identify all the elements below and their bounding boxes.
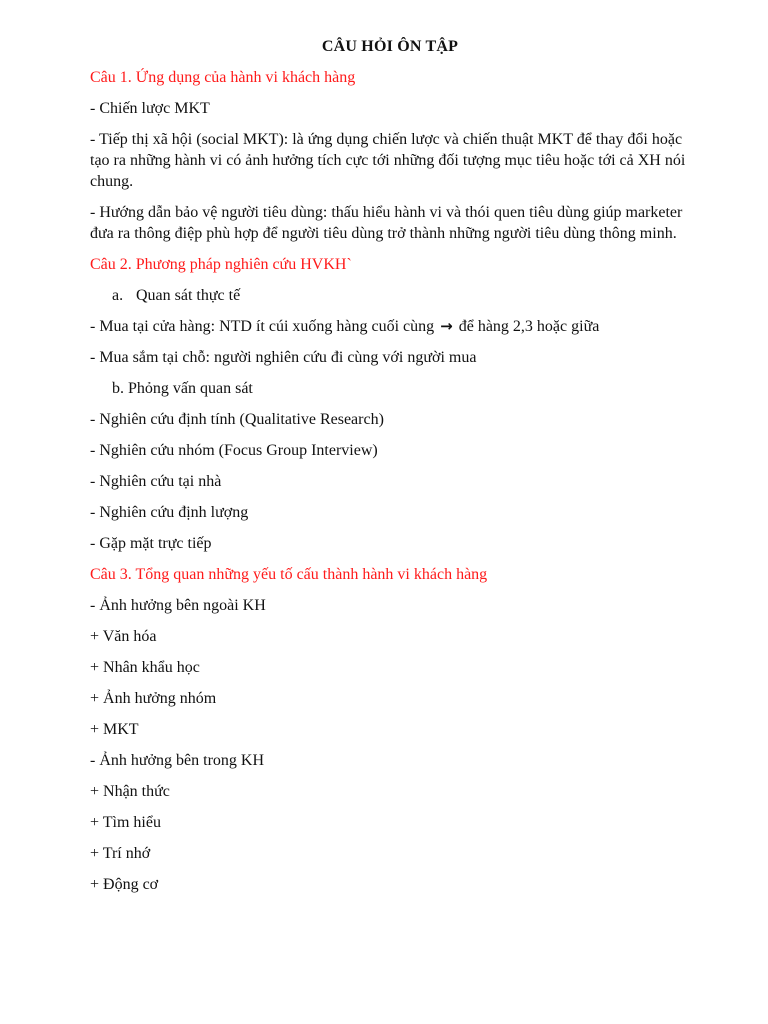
paragraph: - Mua sắm tại chỗ: người nghiên cứu đi cùng với người mua <box>90 349 477 366</box>
subsection-label: Quan sát thực tế <box>136 287 241 304</box>
paragraph: - Nghiên cứu định tính (Qualitative Research) <box>90 411 384 428</box>
question-3-heading: Câu 3. Tổng quan những yếu tố cấu thành hành vi khách hàng <box>90 566 488 583</box>
list-item: + Trí nhớ <box>90 845 151 862</box>
list-marker: a. <box>112 287 124 304</box>
paragraph: - Tiếp thị xã hội (social MKT): là ứng dụng chiến lược và chiến thuật MKT để thay đổi hoặc tạo ra những hành vi có ảnh hưởng tích cực tới những đối tượng mục tiêu hoặc tới cả XH nói chung. <box>90 131 686 190</box>
paragraph: - Nghiên cứu nhóm (Focus Group Interview) <box>90 442 378 459</box>
document-page <box>90 36 690 905</box>
document-title: CÂU HỎI ÔN TẬP <box>321 38 459 55</box>
paragraph: - Nghiên cứu định lượng <box>90 504 249 521</box>
paragraph: - Gặp mặt trực tiếp <box>90 535 212 552</box>
subsection-b: b. Phỏng vấn quan sát <box>112 380 253 397</box>
paragraph: - Nghiên cứu tại nhà <box>90 473 222 490</box>
list-item: + Nhân khẩu học <box>90 659 200 676</box>
subsection-a <box>90 285 690 306</box>
paragraph <box>90 316 690 337</box>
paragraph: - Chiến lược MKT <box>90 100 210 117</box>
list-item: + Nhận thức <box>90 783 170 800</box>
question-1-heading: Câu 1. Ứng dụng của hành vi khách hàng <box>90 69 356 86</box>
list-item: + Ảnh hưởng nhóm <box>90 690 217 707</box>
paragraph: - Hướng dẫn bảo vệ người tiêu dùng: thấu hiểu hành vi và thói quen tiêu dùng giúp marketer đưa ra thông điệp phù hợp để người tiêu dùng trở thành những người tiêu dùng thông minh. <box>90 204 683 242</box>
paragraph-text: để hàng 2,3 hoặc giữa <box>458 318 600 335</box>
list-item: + MKT <box>90 721 139 738</box>
list-item: + Tìm hiểu <box>90 814 161 831</box>
right-arrow-icon: → <box>440 317 453 335</box>
paragraph: - Ảnh hưởng bên trong KH <box>90 752 264 769</box>
list-item: + Động cơ <box>90 876 159 893</box>
paragraph: - Ảnh hưởng bên ngoài KH <box>90 597 266 614</box>
question-2-heading: Câu 2. Phương pháp nghiên cứu HVKH` <box>90 256 352 273</box>
list-item: + Văn hóa <box>90 628 157 645</box>
paragraph-text: - Mua tại cửa hàng: NTD ít cúi xuống hàng cuối cùng <box>90 318 435 335</box>
